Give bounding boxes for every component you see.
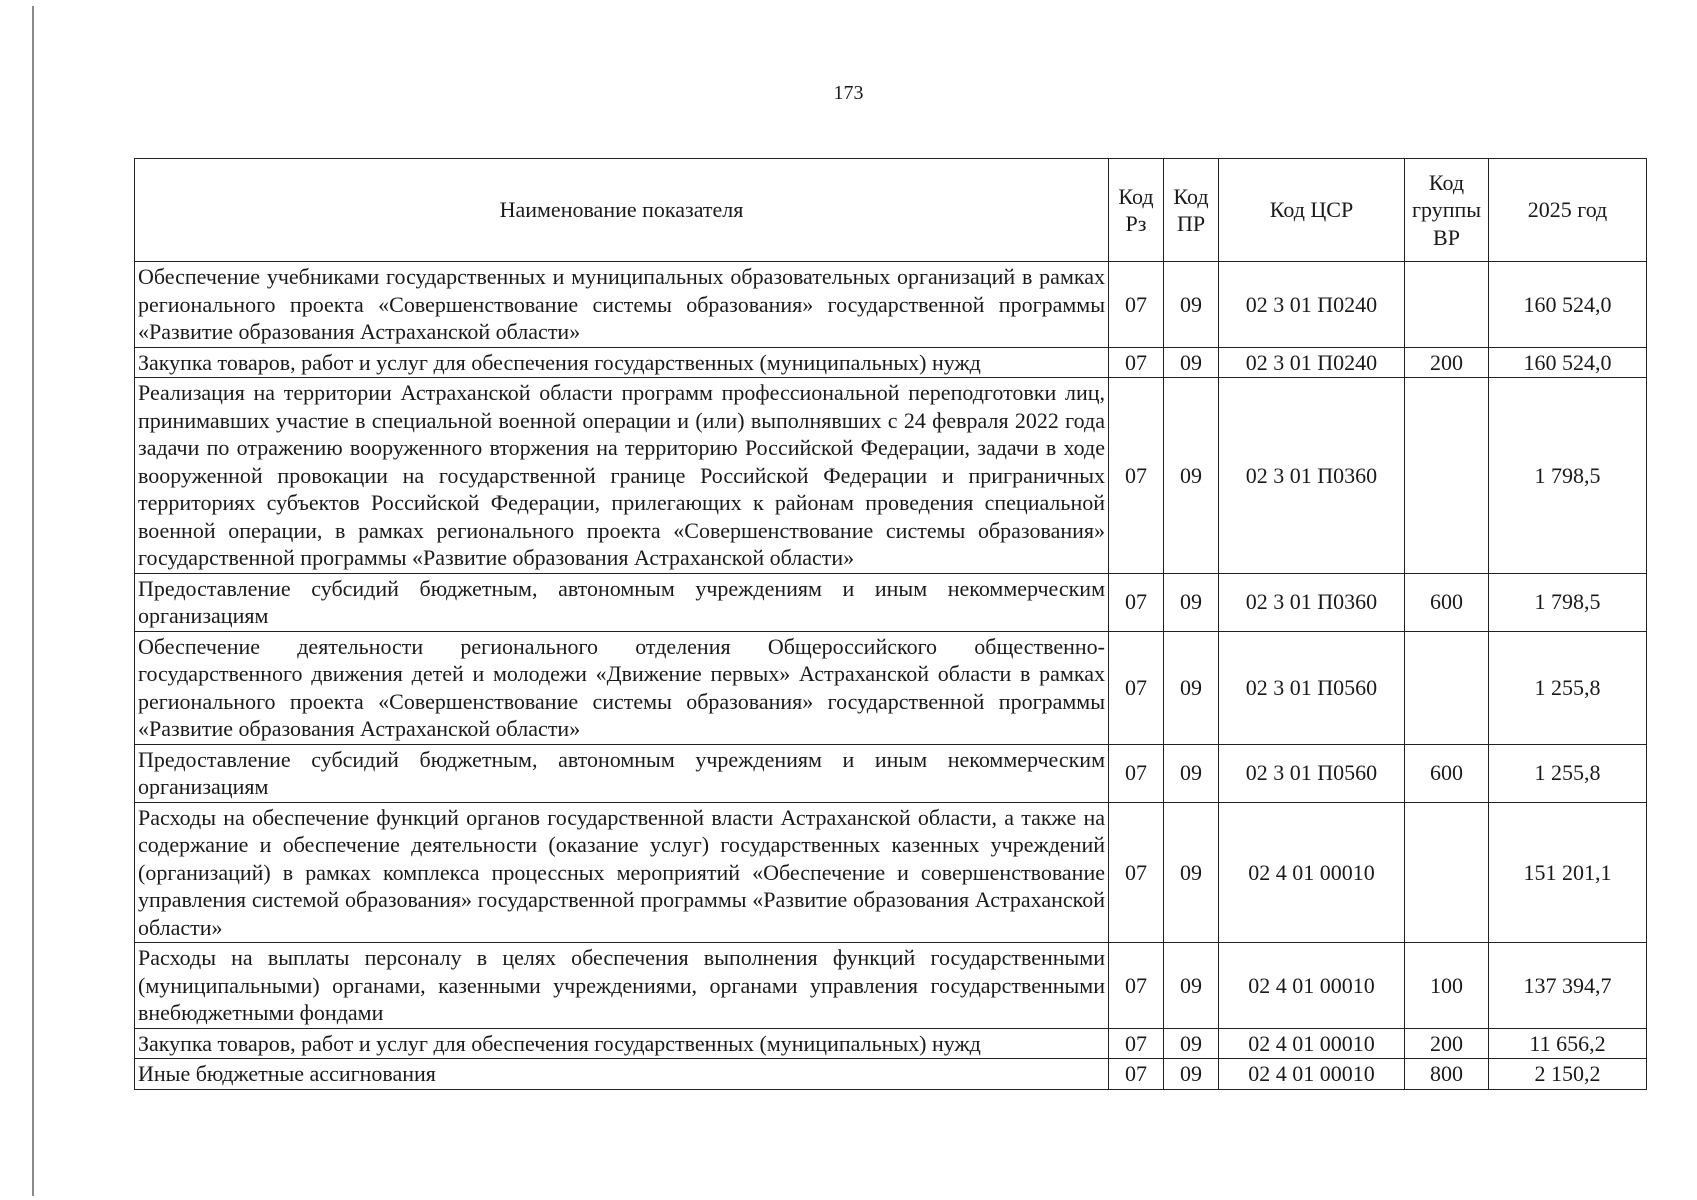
header-pr: Код ПР (1164, 159, 1219, 262)
row-pr: 09 (1164, 262, 1219, 348)
row-rz: 07 (1109, 802, 1164, 943)
row-pr: 09 (1164, 744, 1219, 802)
row-csr: 02 3 01 П0360 (1219, 378, 1405, 574)
table-row (135, 631, 1647, 744)
row-csr: 02 3 01 П0240 (1219, 347, 1405, 378)
header-name: Наименование показателя (135, 159, 1109, 262)
row-vr (1405, 802, 1489, 943)
row-csr: 02 3 01 П0240 (1219, 262, 1405, 348)
row-amount: 1 798,5 (1489, 573, 1647, 631)
budget-table (134, 158, 1647, 1090)
row-vr: 100 (1405, 943, 1489, 1029)
row-rz: 07 (1109, 1028, 1164, 1059)
row-rz: 07 (1109, 378, 1164, 574)
row-pr: 09 (1164, 802, 1219, 943)
row-pr: 09 (1164, 1028, 1219, 1059)
header-year: 2025 год (1489, 159, 1647, 262)
table-header-row (135, 159, 1647, 262)
row-pr: 09 (1164, 943, 1219, 1029)
row-pr: 09 (1164, 631, 1219, 744)
row-csr: 02 3 01 П0560 (1219, 744, 1405, 802)
row-name: Расходы на выплаты персоналу в целях обеспечения выполнения функций государственными (муниципальными) органами, казенными учреждениями, органами управления государственными внебюджетными фондами (135, 943, 1109, 1029)
row-rz: 07 (1109, 573, 1164, 631)
table-row (135, 347, 1647, 378)
row-vr (1405, 262, 1489, 348)
row-pr: 09 (1164, 573, 1219, 631)
table-row (135, 802, 1647, 943)
row-vr: 600 (1405, 573, 1489, 631)
row-pr: 09 (1164, 1059, 1219, 1090)
row-rz: 07 (1109, 347, 1164, 378)
row-amount: 1 255,8 (1489, 744, 1647, 802)
row-rz: 07 (1109, 262, 1164, 348)
row-name: Обеспечение деятельности регионального отделения Общероссийского общественно-государственного движения детей и молодежи «Движение первых» Астраханской области в рамках регионального проекта «Совершенствование системы образования» государственной программы «Развитие образования Астраханской области» (135, 631, 1109, 744)
table-row (135, 1059, 1647, 1090)
row-vr: 200 (1405, 347, 1489, 378)
row-rz: 07 (1109, 631, 1164, 744)
row-amount: 137 394,7 (1489, 943, 1647, 1029)
row-vr (1405, 378, 1489, 574)
row-vr: 200 (1405, 1028, 1489, 1059)
row-pr: 09 (1164, 347, 1219, 378)
row-name: Предоставление субсидий бюджетным, автономным учреждениям и иным некоммерческим организациям (135, 573, 1109, 631)
row-name: Закупка товаров, работ и услуг для обеспечения государственных (муниципальных) нужд (135, 347, 1109, 378)
header-csr: Код ЦСР (1219, 159, 1405, 262)
row-csr: 02 3 01 П0560 (1219, 631, 1405, 744)
row-csr: 02 4 01 00010 (1219, 802, 1405, 943)
table-row (135, 573, 1647, 631)
table-row (135, 1028, 1647, 1059)
row-vr: 600 (1405, 744, 1489, 802)
row-name: Реализация на территории Астраханской области программ профессиональной переподготовки лиц, принимавших участие в специальной военной операции и (или) выполнявших с 24 февраля 2022 года задачи по отражению вооруженного вторжения на территорию Российской Федерации, задачи в ходе вооруженной провокации на государственной границе Российской Федерации и приграничных территориях субъектов Российской Федерации, прилегающих к районам проведения специальной военной операции, в рамках регионального проекта «Совершенствование системы образования» государственной программы «Развитие образования Астраханской области» (135, 378, 1109, 574)
row-amount: 11 656,2 (1489, 1028, 1647, 1059)
row-rz: 07 (1109, 1059, 1164, 1090)
row-name: Обеспечение учебниками государственных и муниципальных образовательных организаций в рамках регионального проекта «Совершенствование системы образования» государственной программы «Развитие образования Астраханской области» (135, 262, 1109, 348)
row-amount: 160 524,0 (1489, 262, 1647, 348)
row-name: Расходы на обеспечение функций органов государственной власти Астраханской области, а также на содержание и обеспечение деятельности (оказание услуг) государственных казенных учреждений (организаций) в рамках комплекса процессных мероприятий «Обеспечение и совершенствование управления системой образования» государственной программы «Развитие образования Астраханской области» (135, 802, 1109, 943)
row-vr (1405, 631, 1489, 744)
row-amount: 160 524,0 (1489, 347, 1647, 378)
row-amount: 151 201,1 (1489, 802, 1647, 943)
page-number: 173 (833, 82, 864, 104)
row-pr: 09 (1164, 378, 1219, 574)
table-row (135, 744, 1647, 802)
row-amount: 2 150,2 (1489, 1059, 1647, 1090)
row-csr: 02 4 01 00010 (1219, 1028, 1405, 1059)
row-vr: 800 (1405, 1059, 1489, 1090)
row-csr: 02 3 01 П0360 (1219, 573, 1405, 631)
row-csr: 02 4 01 00010 (1219, 1059, 1405, 1090)
binding-margin-line (32, 6, 34, 1196)
table-row (135, 262, 1647, 348)
row-name: Закупка товаров, работ и услуг для обеспечения государственных (муниципальных) нужд (135, 1028, 1109, 1059)
row-amount: 1 798,5 (1489, 378, 1647, 574)
row-name: Иные бюджетные ассигнования (135, 1059, 1109, 1090)
row-rz: 07 (1109, 943, 1164, 1029)
header-rz: Код Рз (1109, 159, 1164, 262)
header-vr: Код группы ВР (1405, 159, 1489, 262)
row-name: Предоставление субсидий бюджетным, автономным учреждениям и иным некоммерческим организациям (135, 744, 1109, 802)
row-rz: 07 (1109, 744, 1164, 802)
table-row (135, 943, 1647, 1029)
row-csr: 02 4 01 00010 (1219, 943, 1405, 1029)
table-row (135, 378, 1647, 574)
row-amount: 1 255,8 (1489, 631, 1647, 744)
